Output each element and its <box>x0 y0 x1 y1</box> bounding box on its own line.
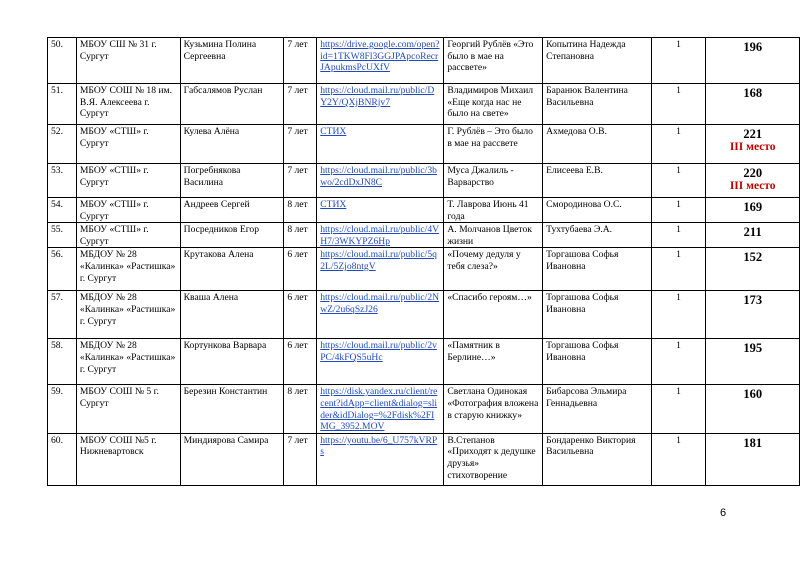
age-cell <box>284 291 317 339</box>
count-cell <box>651 84 706 125</box>
participant-name <box>180 38 284 84</box>
count-cell-text: 1 <box>676 340 681 352</box>
school-cell-text: МБОУ «СТШ» г. Сургут <box>79 224 149 247</box>
participant-name-text: Березин Константин <box>183 386 268 398</box>
age-cell-text: 6 лет <box>287 292 308 304</box>
table-row <box>48 223 800 248</box>
participant-name-text: Андреев Сергей <box>183 199 250 210</box>
count-cell <box>651 248 706 291</box>
age-cell <box>284 248 317 291</box>
score-cell-text: 221 <box>743 127 763 141</box>
score-cell <box>706 385 800 433</box>
video-link[interactable] <box>317 248 444 291</box>
work-title-text: «Почему дедуля у тебя слеза?» <box>447 249 521 272</box>
school-cell <box>76 339 180 385</box>
participant-name-text: Кортункова Варвара <box>183 340 267 352</box>
row-number-text: 58. <box>51 340 63 352</box>
school-cell-text: МБОУ СШ № 31 г. Сургут <box>79 39 157 62</box>
teacher-name <box>543 291 652 339</box>
work-title <box>444 339 543 385</box>
count-cell-text: 1 <box>676 386 681 398</box>
school-cell-text: МБДОУ № 28 «Калинка» «Растишка» г. Сургут <box>79 292 176 327</box>
video-link[interactable] <box>317 291 444 339</box>
row-number <box>48 164 77 198</box>
video-link-text: https://cloud.mail.ru/public/5q2L/5Zjo8ntgV <box>320 249 437 272</box>
table-row <box>48 433 800 485</box>
score-cell-text: 173 <box>743 293 763 308</box>
count-cell <box>651 291 706 339</box>
video-link-text: https://cloud.mail.ru/public/4VH7/3WKYPZ6Hp <box>320 224 440 247</box>
row-number <box>48 198 77 223</box>
place-award: III место <box>729 141 776 153</box>
school-cell <box>76 291 180 339</box>
score-cell <box>706 164 800 198</box>
participant-name-text: Габсалямов Руслан <box>183 85 263 96</box>
teacher-name <box>543 433 652 485</box>
work-title-text: Т. Лаврова Июнь 41 года <box>447 199 529 222</box>
work-title-text: В.Степанов «Приходят к дедушке друзья» стихотворение <box>447 434 536 481</box>
page-number: 6 <box>720 507 727 519</box>
age-cell <box>284 385 317 433</box>
table-row <box>48 125 800 164</box>
participant-name <box>180 339 284 385</box>
count-cell-text: 1 <box>676 85 681 96</box>
row-number <box>48 38 77 84</box>
participant-name-text: Миндиярова Самира <box>183 434 269 446</box>
participant-name-text: Погребнякова Василина <box>183 165 241 188</box>
results-table <box>47 37 800 486</box>
score-cell <box>706 339 800 385</box>
work-title <box>444 223 543 248</box>
score-cell <box>706 84 800 125</box>
age-cell-text: 8 лет <box>287 199 308 210</box>
age-cell <box>284 223 317 248</box>
participant-name-text: Кулева Алёна <box>183 126 240 137</box>
row-number <box>48 291 77 339</box>
work-title-text: Георгий Рублёв «Это было в мае на рассвете» <box>447 39 534 74</box>
participant-name-text: Кузьмина Полина Сергеевна <box>183 39 257 62</box>
teacher-name-text: Смородинова О.С. <box>546 199 622 210</box>
teacher-name <box>543 125 652 164</box>
work-title <box>444 84 543 125</box>
row-number-text: 55. <box>51 224 63 236</box>
age-cell-text: 7 лет <box>287 434 308 446</box>
table-row <box>48 198 800 223</box>
row-number <box>48 84 77 125</box>
count-cell <box>651 385 706 433</box>
teacher-name <box>543 339 652 385</box>
participant-name <box>180 223 284 248</box>
work-title-text: «Памятник в Берлине…» <box>447 340 500 363</box>
teacher-name <box>543 198 652 223</box>
count-cell <box>651 433 706 485</box>
age-cell-text: 8 лет <box>287 224 308 236</box>
age-cell-text: 7 лет <box>287 39 308 50</box>
video-link[interactable] <box>317 198 444 223</box>
participant-name <box>180 84 284 125</box>
participant-name <box>180 164 284 198</box>
video-link-text: СТИХ <box>320 126 347 137</box>
video-link-text: https://youtu.be/6_U757kVRPs <box>320 434 438 458</box>
count-cell-text: 1 <box>676 165 681 176</box>
teacher-name <box>543 385 652 433</box>
age-cell <box>284 38 317 84</box>
table-body <box>48 38 800 486</box>
participant-name <box>180 248 284 291</box>
table-row <box>48 38 800 84</box>
score-cell-text: 211 <box>743 225 762 240</box>
school-cell-text: МБОУ СОШ №5 г. Нижневартовск <box>79 434 157 458</box>
participant-name <box>180 385 284 433</box>
row-number-text: 60. <box>51 434 63 446</box>
participant-name-text: Кваша Алена <box>183 292 239 304</box>
participant-name <box>180 198 284 223</box>
teacher-name-text: Елисеева Е.В. <box>546 165 603 176</box>
school-cell-text: МБОУ СОШ № 18 им. В.Я. Алексеева г. Сургут <box>79 85 173 120</box>
row-number <box>48 433 77 485</box>
teacher-name <box>543 38 652 84</box>
teacher-name-text: Ахмедова О.В. <box>546 126 607 137</box>
score-cell <box>706 223 800 248</box>
teacher-name-text: Торгашова Софья Ивановна <box>546 249 619 272</box>
participant-name-text: Посредников Егор <box>183 224 259 236</box>
row-number <box>48 125 77 164</box>
work-title-text: А. Молчанов Цветок жизни <box>447 224 532 247</box>
teacher-name-text: Баранюк Валентина Васильевна <box>546 85 628 108</box>
participant-name <box>180 291 284 339</box>
age-cell <box>284 339 317 385</box>
teacher-name-text: Бибарсова Эльмира Геннадьевна <box>546 386 627 409</box>
row-number-text: 57. <box>51 292 63 304</box>
video-link-text: https://cloud.mail.ru/public/2vPC/4kFQS5uHc <box>320 340 437 363</box>
participant-name <box>180 433 284 485</box>
work-title-text: Светлана Одинокая «Фотография вложена в старую книжку» <box>447 386 539 421</box>
age-cell-text: 6 лет <box>287 249 308 261</box>
school-cell-text: МБОУ «СТШ» г. Сургут <box>79 199 149 222</box>
row-number <box>48 385 77 433</box>
place-award: III место <box>729 180 776 192</box>
score-cell-text: 168 <box>743 86 763 100</box>
score-cell-text: 195 <box>743 341 763 356</box>
video-link[interactable] <box>317 84 444 125</box>
score-cell <box>706 125 800 164</box>
work-title <box>444 433 543 485</box>
video-link[interactable] <box>317 385 444 433</box>
video-link-text: https://cloud.mail.ru/public/DY2Y/QXjBNRjv7 <box>320 85 435 108</box>
work-title <box>444 291 543 339</box>
age-cell <box>284 125 317 164</box>
video-link[interactable] <box>317 125 444 164</box>
teacher-name <box>543 248 652 291</box>
video-link[interactable] <box>317 223 444 248</box>
count-cell-text: 1 <box>676 292 681 304</box>
score-cell <box>706 248 800 291</box>
count-cell <box>651 38 706 84</box>
school-cell <box>76 433 180 485</box>
count-cell <box>651 125 706 164</box>
work-title-text: Муса Джалиль - Варварство <box>447 165 514 188</box>
count-cell-text: 1 <box>676 199 681 210</box>
score-cell-text: 181 <box>743 435 763 450</box>
age-cell <box>284 198 317 223</box>
table-row <box>48 385 800 433</box>
work-title-text: «Спасибо героям…» <box>447 292 532 304</box>
work-title-text: Владимиров Михаил «Еще когда нас не было на свете» <box>447 85 534 120</box>
school-cell <box>76 38 180 84</box>
row-number <box>48 223 77 248</box>
teacher-name <box>543 164 652 198</box>
school-cell <box>76 84 180 125</box>
work-title <box>444 385 543 433</box>
table-row <box>48 339 800 385</box>
school-cell <box>76 248 180 291</box>
school-cell <box>76 198 180 223</box>
video-link[interactable] <box>317 38 444 84</box>
video-link-text: https://cloud.mail.ru/public/3bwo/2cdDxJN8C <box>320 165 437 188</box>
school-cell <box>76 223 180 248</box>
teacher-name-text: Тухтубаева Э.А. <box>546 224 613 236</box>
score-cell <box>706 291 800 339</box>
teacher-name <box>543 223 652 248</box>
age-cell-text: 7 лет <box>287 85 308 96</box>
work-title <box>444 198 543 223</box>
age-cell-text: 8 лет <box>287 386 308 398</box>
table-row <box>48 164 800 198</box>
video-link[interactable] <box>317 164 444 198</box>
work-title <box>444 38 543 84</box>
score-cell-text: 196 <box>743 40 763 54</box>
count-cell-text: 1 <box>676 249 681 261</box>
age-cell <box>284 433 317 485</box>
school-cell <box>76 125 180 164</box>
count-cell-text: 1 <box>676 39 681 50</box>
row-number-text: 52. <box>51 126 63 137</box>
score-cell-text: 169 <box>743 200 763 214</box>
teacher-name-text: Бондаренко Виктория Васильевна <box>546 434 636 458</box>
row-number-text: 53. <box>51 165 63 176</box>
participant-name <box>180 125 284 164</box>
table-row <box>48 248 800 291</box>
count-cell-text: 1 <box>676 224 681 236</box>
table-row <box>48 291 800 339</box>
row-number <box>48 339 77 385</box>
row-number-text: 54. <box>51 199 63 210</box>
score-cell <box>706 433 800 485</box>
age-cell-text: 6 лет <box>287 340 308 352</box>
participant-name-text: Крутакова Алена <box>183 249 254 261</box>
school-cell-text: МБОУ «СТШ» г. Сургут <box>79 126 149 149</box>
teacher-name-text: Торгашова Софья Ивановна <box>546 340 619 363</box>
count-cell <box>651 339 706 385</box>
video-link-text: https://cloud.mail.ru/public/2NwZ/2u6qSzJ26 <box>320 292 440 315</box>
work-title <box>444 125 543 164</box>
school-cell <box>76 385 180 433</box>
count-cell <box>651 164 706 198</box>
count-cell <box>651 198 706 223</box>
row-number-text: 50. <box>51 39 63 50</box>
work-title <box>444 164 543 198</box>
school-cell <box>76 164 180 198</box>
school-cell-text: МБОУ СОШ № 5 г. Сургут <box>79 386 159 409</box>
work-title-text: Г. Рублёв – Это было в мае на рассвете <box>447 126 533 149</box>
age-cell <box>284 164 317 198</box>
score-cell-text: 160 <box>743 387 763 402</box>
video-link-text: СТИХ <box>320 199 347 210</box>
video-link-text: https://disk.yandex.ru/client/recent?idApp=client&dialog=slider&idDialog=%2Fdisk%2FIMG_3952.MOV <box>320 386 438 433</box>
row-number <box>48 248 77 291</box>
count-cell-text: 1 <box>676 126 681 137</box>
school-cell-text: МБДОУ № 28 «Калинка» «Растишка» г. Сургут <box>79 249 176 284</box>
video-link-text: https://drive.google.com/open?id=1TKW8Fl3GGJPApcoRecrJApukmsPcUXfV <box>320 39 440 74</box>
video-link[interactable] <box>317 339 444 385</box>
school-cell-text: МБОУ «СТШ» г. Сургут <box>79 165 149 188</box>
work-title <box>444 248 543 291</box>
score-cell <box>706 198 800 223</box>
row-number-text: 56. <box>51 249 63 261</box>
teacher-name-text: Копытина Надежда Степановна <box>546 39 626 62</box>
row-number-text: 59. <box>51 386 63 398</box>
row-number-text: 51. <box>51 85 63 96</box>
score-cell <box>706 38 800 84</box>
age-cell-text: 7 лет <box>287 165 308 176</box>
teacher-name <box>543 84 652 125</box>
score-cell-text: 152 <box>743 250 763 265</box>
video-link[interactable] <box>317 433 444 485</box>
score-cell-text: 220 <box>743 166 763 180</box>
count-cell <box>651 223 706 248</box>
count-cell-text: 1 <box>676 434 681 446</box>
table-row <box>48 84 800 125</box>
age-cell-text: 7 лет <box>287 126 308 137</box>
teacher-name-text: Торгашова Софья Ивановна <box>546 292 619 315</box>
age-cell <box>284 84 317 125</box>
school-cell-text: МБДОУ № 28 «Калинка» «Растишка» г. Сургут <box>79 340 176 375</box>
